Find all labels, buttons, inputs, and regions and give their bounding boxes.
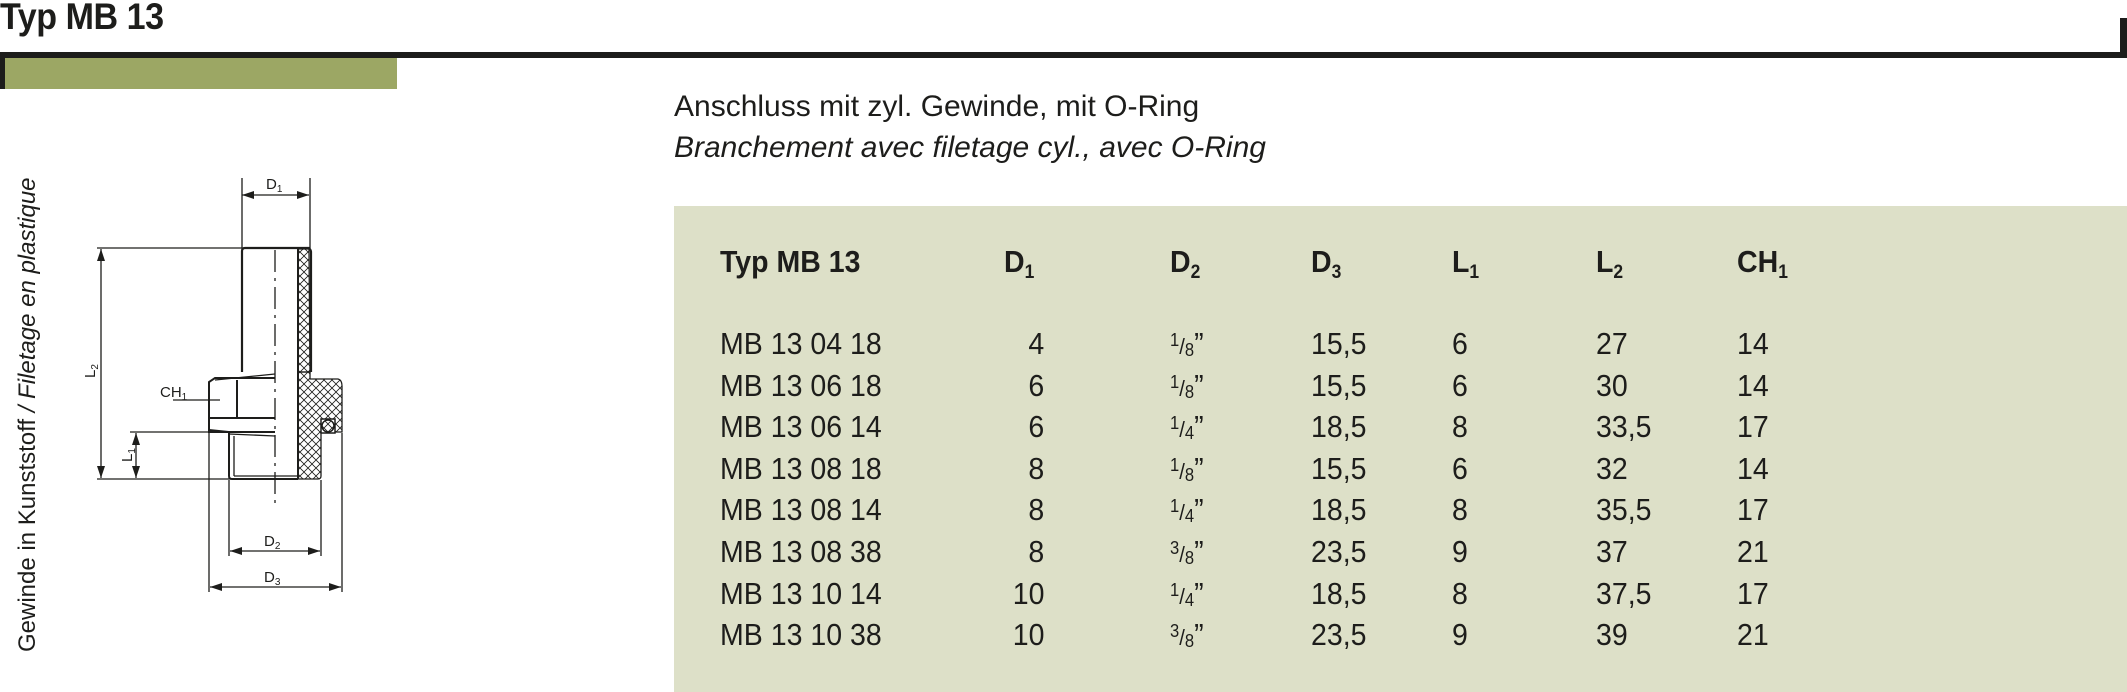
fraction-slash: / xyxy=(1179,625,1185,651)
fraction-numerator: 1 xyxy=(1170,371,1180,392)
cell-l2: 37,5 xyxy=(1596,575,1652,611)
cell-d1: 10 xyxy=(1012,575,1044,611)
cell-d1: 6 xyxy=(1028,409,1044,445)
fraction-slash: / xyxy=(1179,500,1185,526)
header-main: Typ MB 13 xyxy=(720,244,861,279)
page-title: Typ MB 13 xyxy=(0,0,164,37)
cell-ch1: 17 xyxy=(1737,409,1769,445)
cell-l1: 9 xyxy=(1452,534,1468,569)
cell-l2: 33,5 xyxy=(1596,409,1652,445)
cell-l1: 8 xyxy=(1452,492,1468,528)
cell-d1: 8 xyxy=(1028,492,1044,528)
cell-typ: MB 13 04 18 xyxy=(720,326,882,361)
cell-d2 xyxy=(1170,617,1204,653)
fraction-numerator: 1 xyxy=(1170,413,1180,434)
cell-d2 xyxy=(1170,451,1204,487)
cell-typ: MB 13 08 18 xyxy=(720,450,882,486)
fraction-slash: / xyxy=(1179,334,1185,359)
cell-d3: 18,5 xyxy=(1311,409,1367,445)
fraction-numerator: 3 xyxy=(1170,621,1180,642)
cell-l1: 9 xyxy=(1452,617,1468,653)
technical-drawing xyxy=(0,0,420,692)
cell-typ: MB 13 08 38 xyxy=(720,534,882,569)
header-main: CH xyxy=(1737,244,1779,279)
header-sub: 2 xyxy=(1190,262,1201,283)
cell-ch1: 21 xyxy=(1737,534,1769,569)
header-d2 xyxy=(1170,244,1200,284)
header-main: L xyxy=(1596,244,1614,279)
header-main: D xyxy=(1004,244,1025,279)
cell-typ: MB 13 06 18 xyxy=(720,367,882,403)
header-ch1 xyxy=(1737,244,1788,284)
inch-mark: ” xyxy=(1194,534,1204,569)
cell-d2 xyxy=(1170,576,1204,612)
fraction-numerator: 1 xyxy=(1170,454,1180,475)
header-l2 xyxy=(1596,244,1623,284)
cell-d3: 23,5 xyxy=(1311,534,1367,569)
fraction-numerator: 1 xyxy=(1170,330,1180,350)
inch-mark: ” xyxy=(1194,326,1204,361)
cell-d3: 23,5 xyxy=(1311,617,1367,653)
fraction-denominator: 8 xyxy=(1184,381,1195,402)
cell-l2: 30 xyxy=(1596,367,1628,403)
cell-typ: MB 13 08 14 xyxy=(720,492,882,528)
cell-d3: 18,5 xyxy=(1311,575,1367,611)
cell-l2: 32 xyxy=(1596,450,1628,486)
label-d2: $D_2$ xyxy=(264,533,281,552)
header-main: D xyxy=(1311,244,1332,279)
cell-l1: 6 xyxy=(1452,367,1468,403)
fraction-numerator: 1 xyxy=(1170,579,1180,600)
cell-l1: 8 xyxy=(1452,575,1468,611)
cell-l1: 8 xyxy=(1452,409,1468,445)
fraction-slash: / xyxy=(1179,458,1185,484)
fraction-denominator: 4 xyxy=(1184,423,1195,444)
label-d3: $D_3$ xyxy=(264,569,281,588)
fraction-denominator: 8 xyxy=(1184,464,1195,485)
cell-ch1: 17 xyxy=(1737,575,1769,611)
label-l2: $L_2$ xyxy=(82,364,101,378)
header-sub: 2 xyxy=(1613,262,1624,283)
fraction-numerator: 1 xyxy=(1170,496,1180,517)
header-main: D xyxy=(1170,244,1191,279)
cell-ch1: 14 xyxy=(1737,326,1769,361)
cell-d3: 18,5 xyxy=(1311,492,1367,528)
cell-d1: 4 xyxy=(1028,326,1044,361)
inch-mark: ” xyxy=(1194,409,1204,445)
inch-mark: ” xyxy=(1194,575,1204,611)
label-l1: $L_1$ xyxy=(119,448,138,462)
cell-d2 xyxy=(1170,368,1204,404)
label-d1: $D_1$ xyxy=(266,176,283,195)
cell-typ: MB 13 10 38 xyxy=(720,617,882,653)
cell-l1: 6 xyxy=(1452,326,1468,361)
fraction-numerator: 3 xyxy=(1170,538,1180,558)
cell-d3: 15,5 xyxy=(1311,367,1367,403)
fraction-slash: / xyxy=(1179,417,1185,443)
fraction-denominator: 4 xyxy=(1184,506,1195,527)
inch-mark: ” xyxy=(1194,492,1204,528)
header-d1 xyxy=(1004,244,1034,284)
cell-d2 xyxy=(1170,492,1204,528)
side-label-sep: / xyxy=(14,398,41,419)
header-rule-right xyxy=(2120,18,2127,58)
side-label-de: Gewinde in Kunststoff xyxy=(14,418,41,652)
fraction-slash: / xyxy=(1179,542,1185,567)
cell-l1: 6 xyxy=(1452,450,1468,486)
header-d3 xyxy=(1311,244,1341,284)
side-label-fr: Filetage en plastique xyxy=(14,177,41,399)
cell-d2 xyxy=(1170,409,1204,445)
cell-d3: 15,5 xyxy=(1311,326,1367,361)
fraction-slash: / xyxy=(1179,583,1185,609)
cell-ch1: 21 xyxy=(1737,617,1769,653)
cell-l2: 39 xyxy=(1596,617,1628,653)
header-sub: 1 xyxy=(1469,262,1480,283)
cell-d1: 8 xyxy=(1028,450,1044,486)
fraction-denominator: 8 xyxy=(1184,548,1195,568)
cell-l2: 37 xyxy=(1596,534,1628,569)
cell-ch1: 14 xyxy=(1737,367,1769,403)
header-sub: 1 xyxy=(1024,262,1035,283)
cell-l2: 27 xyxy=(1596,326,1628,361)
header-l1 xyxy=(1452,244,1479,284)
cell-d1: 8 xyxy=(1028,534,1044,569)
spec-table-panel xyxy=(674,206,2127,692)
cell-typ: MB 13 06 14 xyxy=(720,409,882,445)
cell-ch1: 17 xyxy=(1737,492,1769,528)
header-sub: 3 xyxy=(1331,262,1342,283)
cell-d1: 10 xyxy=(1012,617,1044,653)
cell-d3: 15,5 xyxy=(1311,450,1367,486)
cell-typ: MB 13 10 14 xyxy=(720,575,882,611)
inch-mark: ” xyxy=(1194,617,1204,653)
cell-d2 xyxy=(1170,326,1204,362)
label-ch1: $CH_1$ xyxy=(160,384,188,403)
header-typ xyxy=(720,244,861,280)
fraction-denominator: 8 xyxy=(1184,340,1195,360)
inch-mark: ” xyxy=(1194,367,1204,403)
cell-ch1: 14 xyxy=(1737,450,1769,486)
fraction-slash: / xyxy=(1179,375,1185,401)
inch-mark: ” xyxy=(1194,450,1204,486)
cell-d2 xyxy=(1170,534,1204,570)
subtitle-fr: Branchement avec filetage cyl., avec O-Ring xyxy=(674,131,1266,164)
fraction-denominator: 4 xyxy=(1184,589,1195,610)
cell-l2: 35,5 xyxy=(1596,492,1652,528)
header-sub: 1 xyxy=(1778,262,1788,283)
cell-d1: 6 xyxy=(1028,367,1044,403)
fraction-denominator: 8 xyxy=(1184,631,1195,652)
subtitle-de: Anschluss mit zyl. Gewinde, mit O-Ring xyxy=(674,90,1200,123)
header-main: L xyxy=(1452,244,1470,279)
o-ring xyxy=(321,419,335,433)
